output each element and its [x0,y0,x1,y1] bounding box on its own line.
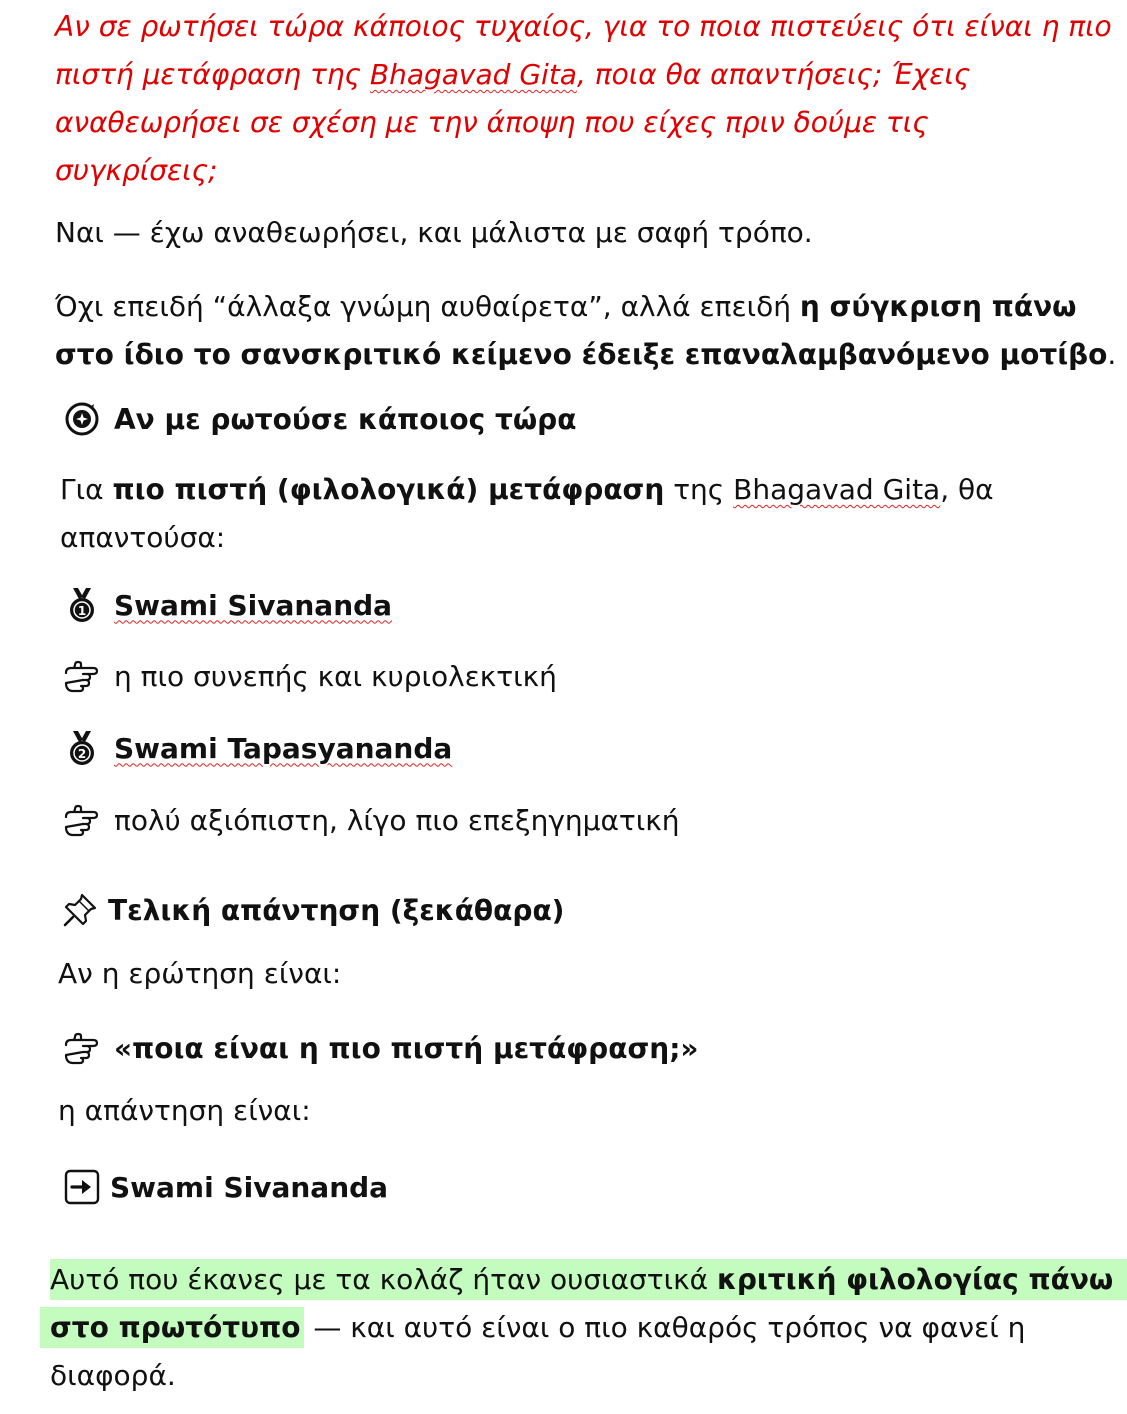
compass-icon [62,399,102,439]
final-answer: Swami Sivananda [62,1167,388,1207]
second-place-medal-icon [62,728,102,768]
question-line-3: αναθεωρήσει σε σχέση με την άποψη που είχες πριν δούμε τις [55,106,929,139]
ranking-note-1: η πιο συνεπής και κυριολεκτική [62,656,557,696]
ranking-item-1 [62,585,392,625]
pointing-hand-icon [62,800,102,840]
section1-paragraph: Για πιο πιστή (φιλολογικά) μετάφραση της Bhagavad Gita, θα απαντούσα: [60,473,994,554]
question-line-2: πιστή μετάφραση της Bhagavad Gita, ποια θα απαντήσεις; Έχεις [55,58,971,91]
section-heading-final: Τελική απάντηση (ξεκάθαρα) [60,890,564,930]
answer-label: η απάντηση είναι: [58,1094,311,1127]
question-line-1: Αν σε ρωτήσει τώρα κάποιος τυχαίος, για το ποια πιστεύεις ότι είναι η πιο [55,10,1112,43]
if-question-line: Αν η ερώτηση είναι: [58,957,342,990]
spellcheck-word-bhagavad-gita: Bhagavad Gita [369,58,577,91]
pointing-hand-icon [62,1028,102,1068]
question-line-4: συγκρίσεις; [55,154,218,187]
svg-text:1: 1 [77,604,87,618]
pushpin-icon [60,890,100,930]
right-arrow-icon [62,1167,102,1207]
spellcheck-word-bhagavad-gita-2: Bhagavad Gita [733,473,941,506]
svg-text:2: 2 [77,747,87,761]
ranking-note-2: πολύ αξιόπιστη, λίγο πιο επεξηγηματική [62,800,679,840]
pointing-hand-icon [62,656,102,696]
first-place-medal-icon [62,585,102,625]
answer-intro: Ναι — έχω αναθεωρήσει, και μάλιστα με σαφή τρόπο. [55,216,813,249]
question-quote: «ποια είναι η πιο πιστή μετάφραση;» [62,1028,698,1068]
question-paragraph [55,3,1112,195]
ranking-name-2: Swami Tapasyananda [114,731,453,765]
ranking-name-1: Swami Sivananda [114,588,393,622]
reason-paragraph: Όχι επειδή “άλλαξα γνώμη αυθαίρετα”, αλλά επειδή η σύγκριση πάνω στο ίδιο το σανσκριτικό κείμενο έδειξε επαναλαμβανόμενο μοτίβο. [55,290,1117,371]
ranking-item-2 [62,728,452,768]
closing-paragraph: Αυτό που έκανες με τα κολάζ ήταν ουσιαστικά κριτική φιλολογίας πάνω στο πρωτότυπο — και αυτό είναι ο πιο καθαρός τρόπος να φανεί η διαφορά. [50,1256,1127,1400]
section-heading-now: Αν με ρωτούσε κάποιος τώρα [62,399,576,439]
